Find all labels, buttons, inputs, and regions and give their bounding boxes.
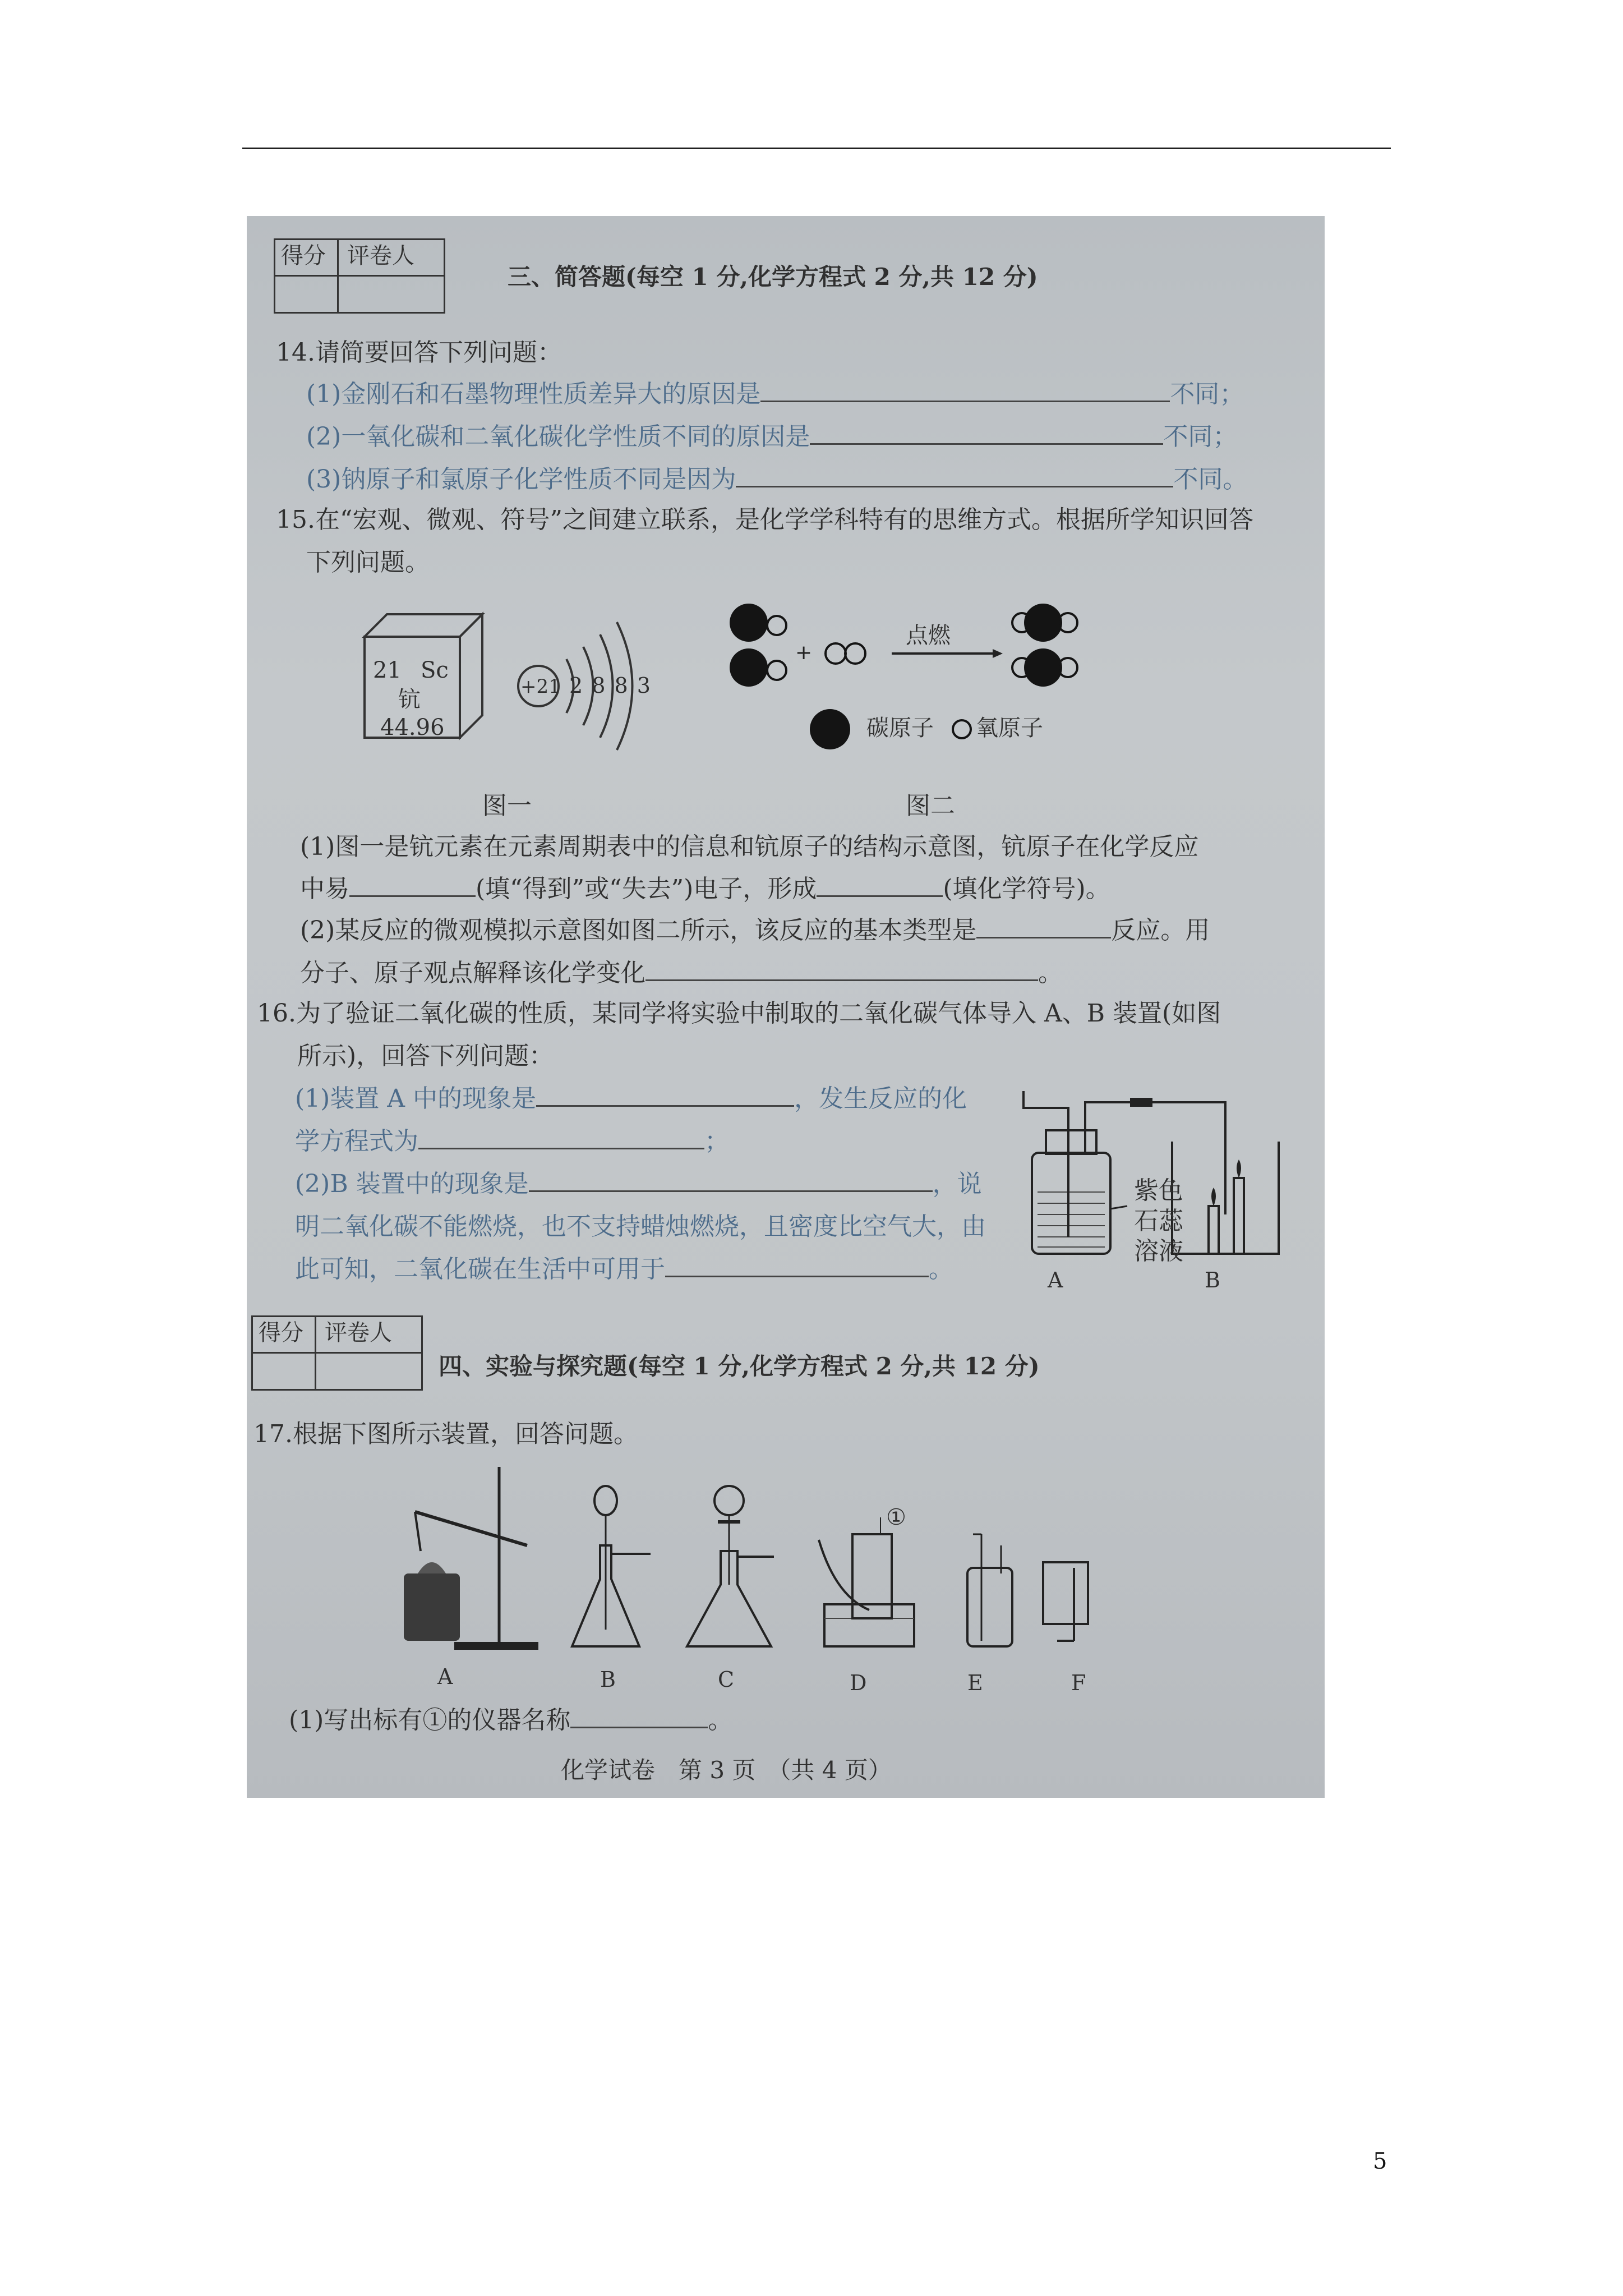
q14-part2: (2)一氧化碳和二氧化碳化学性质不同的原因是 不同；	[306, 422, 1238, 451]
q15-stem-line1: 15.在“宏观、微观、符号”之间建立联系，是化学学科特有的思维方式。根据所学知识回答	[276, 505, 1253, 534]
q16-label-a: A	[1048, 1268, 1063, 1292]
q15-part1-line2: 中易 (填“得到”或“失去”)电子，形成 (填化学符号)。	[300, 875, 1110, 903]
fig1-symbol: Sc	[421, 657, 449, 683]
q17-label-a: A	[437, 1664, 453, 1689]
q14-part3: (3)钠原子和氯原子化学性质不同是因为 不同。	[306, 465, 1248, 494]
section4-heading: 四、实验与探究题(每空 1 分,化学方程式 2 分,共 12 分)	[439, 1352, 1040, 1380]
score-table-2	[251, 1315, 423, 1391]
score-label: 得分	[281, 243, 326, 269]
fig1-caption: 图一	[482, 792, 532, 820]
q16-label-b: B	[1205, 1268, 1220, 1292]
q16-part1-line2: 学方程式为 ；	[295, 1127, 729, 1156]
q17-label-c: C	[718, 1667, 735, 1692]
q16-part2-line3: 此可知，二氧化碳在生活中可用于 。	[295, 1255, 953, 1283]
q15-part2-line2: 分子、原子观点解释该化学变化 。	[300, 959, 1063, 987]
grader-label-2: 评卷人	[325, 1320, 392, 1346]
q17-label-d: D	[850, 1671, 867, 1695]
q16-stem-line2: 所示)，回答下列问题：	[297, 1042, 554, 1070]
q16-part2-line1: (2)B 装置中的现象是 ，说	[295, 1170, 982, 1198]
q16-liquid-label-2: 石蕊	[1134, 1207, 1183, 1235]
q15-part2-line1: (2)某反应的微观模拟示意图如图二所示，该反应的基本类型是 反应。用	[300, 916, 1210, 945]
q16-part2-line2: 明二氧化碳不能燃烧，也不支持蜡烛燃烧，且密度比空气大，由	[295, 1212, 986, 1241]
fig1-name: 钪	[398, 687, 421, 712]
fig1-nucleus: +21	[520, 675, 561, 698]
fig2-legend-oxygen: 氧原子	[976, 715, 1043, 741]
fig1-atomic-number: 21	[373, 657, 402, 683]
svg-text:+: +	[795, 641, 813, 664]
q16-part1-line1: (1)装置 A 中的现象是 ，发生反应的化	[295, 1084, 967, 1113]
grader-label: 评卷人	[347, 243, 414, 269]
q17-marker: ①	[886, 1504, 906, 1530]
q15-part1-line1: (1)图一是钪元素在元素周期表中的信息和钪原子的结构示意图，钪原子在化学反应	[300, 832, 1199, 861]
score-label-2: 得分	[259, 1320, 303, 1346]
section3-heading: 三、简答题(每空 1 分,化学方程式 2 分,共 12 分)	[508, 263, 1038, 291]
q17-label-e: E	[967, 1671, 983, 1695]
fig1-shells: 2 8 8 3	[569, 673, 652, 698]
page-number: 5	[1373, 2148, 1387, 2174]
q17-part1: (1)写出标有①的仪器名称 。	[289, 1706, 733, 1734]
q16-stem-line1: 16.为了验证二氧化碳的性质，某同学将实验中制取的二氧化碳气体导入 A、B 装置(如图	[257, 999, 1221, 1028]
header-rule	[242, 148, 1391, 149]
q15-stem-line2: 下列问题。	[306, 548, 430, 577]
fig1-mass: 44.96	[380, 715, 445, 740]
q16-liquid-label-1: 紫色	[1134, 1176, 1183, 1205]
q17-apparatus-row	[387, 1461, 1256, 1663]
fig2-legend-carbon: 碳原子	[866, 715, 934, 741]
q17-stem: 17.根据下图所示装置，回答问题。	[253, 1420, 638, 1448]
score-table	[274, 238, 445, 314]
fig2-condition: 点燃	[906, 623, 951, 648]
q17-label-b: B	[600, 1667, 616, 1692]
exam-photo	[247, 216, 1325, 1798]
q14-part1: (1)金刚石和石墨物理性质差异大的原因是 不同；	[306, 380, 1244, 408]
fig2-caption: 图二	[906, 792, 955, 820]
exam-footer: 化学试卷 第 3 页 （共 4 页）	[561, 1756, 892, 1784]
q17-label-f: F	[1071, 1671, 1086, 1695]
q16-liquid-label-3: 溶液	[1134, 1237, 1183, 1266]
q14-stem: 14.请简要回答下列问题：	[276, 338, 562, 367]
